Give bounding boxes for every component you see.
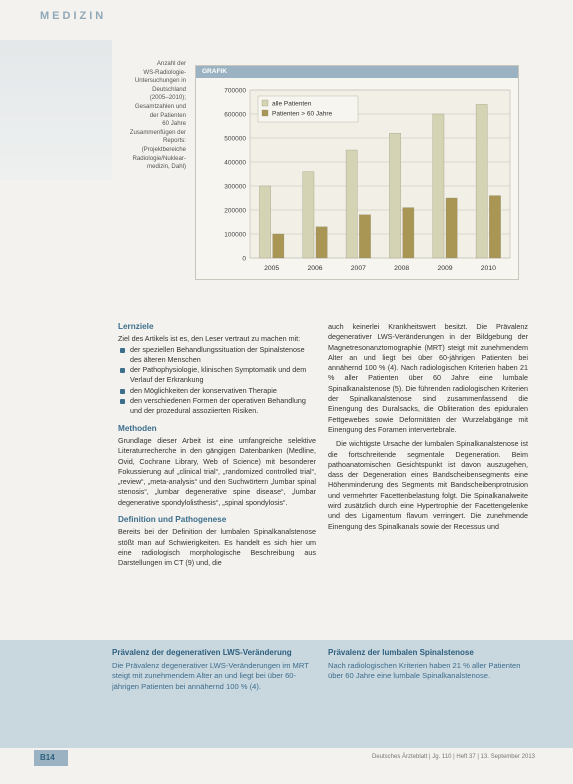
lernziele-list xyxy=(118,345,316,417)
chart-canvas xyxy=(196,78,520,280)
x-tick-label: 2010 xyxy=(480,265,496,272)
bar-over60 xyxy=(273,234,284,258)
x-tick-label: 2007 xyxy=(350,265,366,272)
lernziel-item: der speziellen Behandlungssituation der Spinalstenose des älteren Menschen xyxy=(118,345,316,366)
summary-box-left-text: Die Prävalenz degenerativer LWS-Veränderungen im MRT steigt mit zunehmendem Alter an und liegt bei über 60-jährigen Patienten bei annähernd 100 % (4). xyxy=(112,660,309,691)
right-text-column xyxy=(328,322,528,532)
decorative-teaser-image xyxy=(0,40,112,180)
section-lernziele xyxy=(118,322,316,417)
bar-over60 xyxy=(446,198,457,258)
heading-definition: Definition und Pathogenese xyxy=(118,515,227,525)
y-tick-label: 600000 xyxy=(224,111,246,119)
left-text-column xyxy=(118,322,316,576)
caption-line: (Projektbereiche xyxy=(141,145,186,153)
page-number: B14 xyxy=(34,750,68,766)
caption-line: medizin, Dahl) xyxy=(147,163,186,171)
legend-swatch xyxy=(262,110,268,116)
journal-citation: Deutsches Ärzteblatt | Jg. 110 | Heft 37 | 13. September 2013 xyxy=(372,754,535,760)
caption-line: Gesamtzahlen und xyxy=(134,102,186,110)
paragraph-2: Die wichtigste Ursache der lumbalen Spinalkanalstenose ist die fortschreitende segmentale Degeneration. Beim pathoanatomischen Gesichtspunkt ist davon auszugehen, dass der Degeneration eines Bandscheibensegments eine Höhenminderung des Segments mit Bandscheibenprotrusion und vermehrter Facettenbelastung folgt. Die Spinalkanalweite wird zusätzlich durch eine Hypertrophie der Facettengelenke und des Ligamentum flavum verringert. Die zunehmende Einengung des Spinalkanals sowie der Recessus und xyxy=(328,439,528,531)
y-tick-label: 0 xyxy=(242,255,246,263)
chart-header-label: GRAFIK xyxy=(196,66,518,78)
caption-line: Radiologie/Nuklear- xyxy=(132,154,186,162)
bar-all xyxy=(303,172,314,258)
x-tick-label: 2009 xyxy=(437,265,453,272)
heading-lernziele: Lernziele xyxy=(118,322,154,331)
caption-line: Untersuchungen in xyxy=(134,77,186,85)
lernziel-item: der Pathophysiologie, klinischen Symptomatik und dem Verlauf der Erkrankung xyxy=(118,365,316,386)
caption-line: 60 Jahre xyxy=(162,120,186,128)
summary-box-right-text: Nach radiologischen Kriterien haben 21 % aller Patienten über 60 Jahre eine lumbale Spinalkanalstenose. xyxy=(328,660,521,681)
bar-over60 xyxy=(316,227,327,258)
caption-line: Deutschland xyxy=(152,85,186,93)
legend-label: alle Patienten xyxy=(272,100,312,108)
section-methoden xyxy=(118,424,316,508)
bar-over60 xyxy=(359,215,370,258)
bar-all xyxy=(259,186,270,258)
bar-over60 xyxy=(403,208,414,258)
summary-box-right xyxy=(328,648,528,682)
definition-text: Bereits bei der Definition der lumbalen Spinalkanalstenose stößt man auf Schwierigkeiten. Es handelt es sich hier um eine radiologisch morphologische Beschreibung aus Darstellungen im CT (9) und, die xyxy=(118,527,316,568)
section-rubric: MEDIZIN xyxy=(40,10,107,22)
caption-line: (2005–2010); xyxy=(149,94,186,102)
bar-all xyxy=(389,133,400,258)
y-tick-label: 400000 xyxy=(224,159,246,167)
legend-swatch xyxy=(262,100,268,106)
page-footer xyxy=(0,748,573,784)
caption-line: der Patienten xyxy=(149,111,186,119)
y-tick-label: 500000 xyxy=(224,135,246,143)
section-definition xyxy=(118,515,316,568)
legend-label: Patienten > 60 Jahre xyxy=(272,110,333,118)
paragraph-1: auch keinerlei Krankheitswert besitzt. Die Prävalenz degenerativer LWS-Veränderungen in der Bildgebung der Magnetresonanztomographie (MRT) steigt mit zunehmendem Alter an und liegt bei über 60-jährigen Patienten bei annähernd 100 % (4). Nach radiologischen Kriterien haben 21 % aller Patienten über 60 Jahre eine lumbale Spinalkanalstenose (5). Die führenden radiologischen Kriterien der Spinalkanalstenose sind zusammenfassend die Einengung des Duralsacks, die Obliteration des epiduralen Fettgewebes sowie Deformitäten der Wurzelabgänge mit Einengung des Foramen intervertebrale. xyxy=(328,322,528,434)
y-tick-label: 100000 xyxy=(224,231,246,239)
y-tick-label: 700000 xyxy=(224,87,246,95)
bar-chart xyxy=(195,65,519,280)
bar-all xyxy=(476,104,487,258)
summary-box-left-title: Prävalenz der degenerativen LWS-Veränderung xyxy=(112,648,292,657)
lernziel-item: den verschiedenen Formen der operativen Behandlung und der prozedural assoziierten Risiken. xyxy=(118,396,316,417)
y-tick-label: 200000 xyxy=(224,207,246,215)
bar-all xyxy=(346,150,357,258)
caption-line: Reports: xyxy=(162,137,186,145)
heading-methoden: Methoden xyxy=(118,423,157,433)
summary-box-right-title: Prävalenz der lumbalen Spinalstenose xyxy=(328,648,474,657)
x-tick-label: 2006 xyxy=(307,265,323,272)
x-tick-label: 2005 xyxy=(264,265,280,272)
lernziele-intro: Ziel des Artikels ist es, den Leser vertraut zu machen mit: xyxy=(118,334,301,344)
lernziel-item: den Möglichkeiten der konservativen Therapie xyxy=(118,386,316,396)
y-tick-label: 300000 xyxy=(224,183,246,191)
caption-line: Anzahl der xyxy=(156,60,186,67)
bar-over60 xyxy=(489,196,500,258)
bar-all xyxy=(433,114,444,258)
caption-line: WS-Radiologie- xyxy=(143,68,186,76)
methoden-text: Grundlage dieser Arbeit ist eine umfangreiche selektive Literaturrecherche in den gängigen Datenbanken (Medline, Ovid, Cochrane Library, Web of Science) mit besonderer Fokussierung auf „clinical trial“, „randomized controlled trial“, „review“, „meta-analysis“ und den Suchwörtern „lumbar spinal stenosis“, „lumbar degenerative spine disease“, „lumbar degenerative spondylolisthesis“, „spinal spondylosis“. xyxy=(118,435,316,507)
caption-line: Zusammenfügen der xyxy=(129,128,186,136)
figure-caption xyxy=(118,60,186,172)
summary-box-left xyxy=(112,648,312,692)
x-tick-label: 2008 xyxy=(394,265,410,272)
